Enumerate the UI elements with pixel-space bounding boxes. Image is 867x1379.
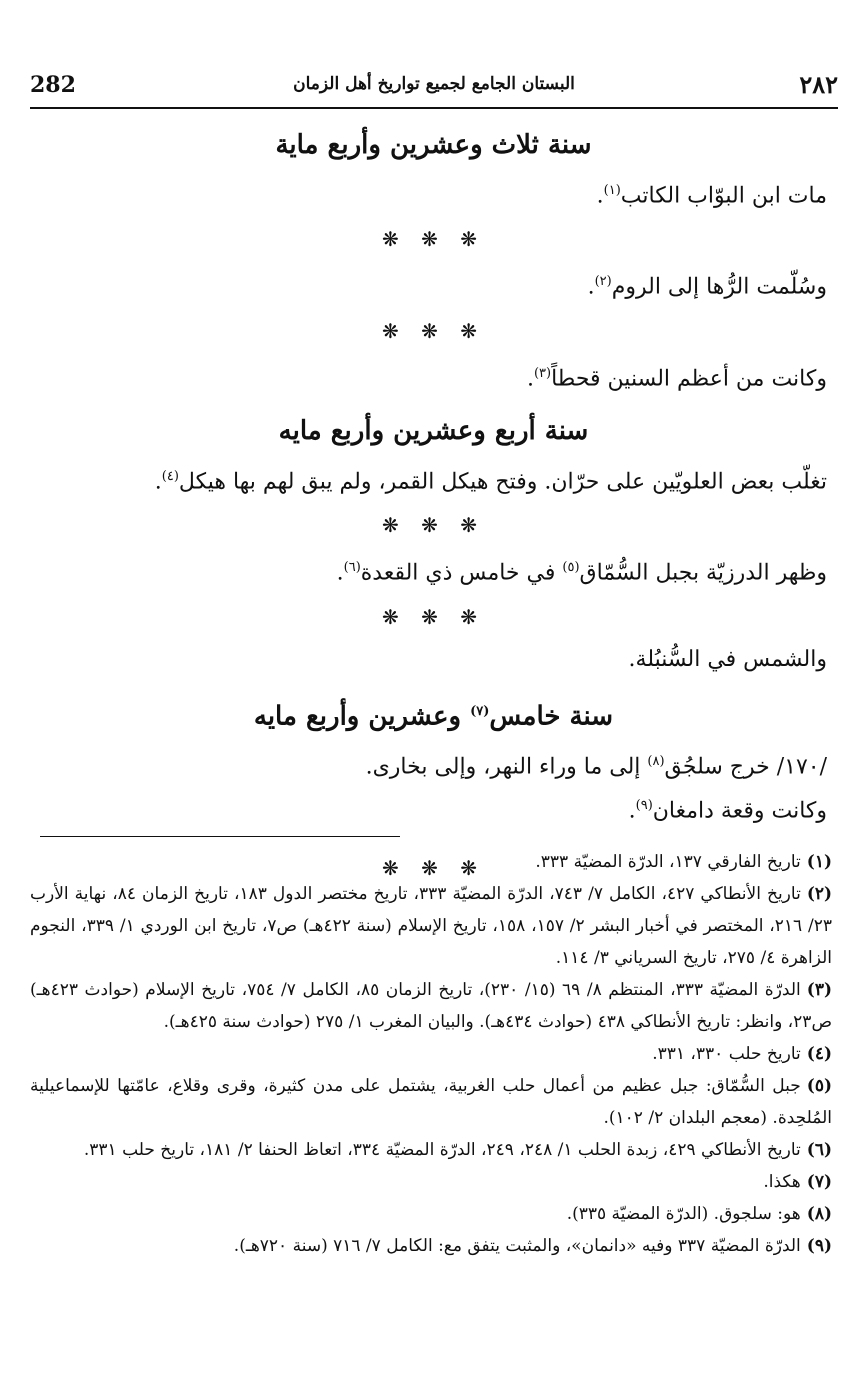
separator-stars: ❋ ❋ ❋ bbox=[382, 855, 485, 880]
footnote-ref: (٩) bbox=[635, 797, 653, 813]
entry-paragraph: وظهر الدرزيّة بجبل السُّمّاق$^{(٥)}$ في خامس ذي القعدة$^{(٦)}$. bbox=[336, 560, 827, 586]
entry-paragraph: /١٧٠/ خرج سلجُق$^{(٨)}$ إلى ما وراء النهر، وإلى بخارى. bbox=[365, 754, 827, 780]
entry-paragraph: تغلّب بعض العلويّين على حرّان. وفتح هيكل القمر، ولم يبق لهم بها هيكل$^{(٤)}$. bbox=[154, 468, 827, 495]
separator-stars: ❋ ❋ ❋ bbox=[382, 318, 485, 343]
entry-paragraph: والشمس في السُّنبُلة. bbox=[628, 646, 827, 672]
footnote: (٦)تاريخ الأنطاكي ٤٢٩، زبدة الحلب ١/ ٢٤٨، ٢٤٩، الدرّة المضيّة ٣٣٤، اتعاظ الحنفا ٢/ ١٨١، تاريخ حلب ٣٣١. bbox=[83, 1140, 832, 1160]
entry-paragraph: مات ابن البوّاب الكاتب$^{(١)}$. bbox=[596, 183, 827, 209]
footnote-ref: (٢) bbox=[594, 274, 612, 290]
separator-stars: ❋ ❋ ❋ bbox=[382, 227, 485, 252]
year-heading-423: سنة ثلاث وعشرين وأربع ماية bbox=[275, 130, 592, 160]
footnote: (٨)هو: سلجوق. (الدرّة المضيّة ٣٣٥). bbox=[566, 1204, 832, 1224]
page-number-arabic: ٢٨٢ bbox=[799, 70, 838, 99]
separator-stars: ❋ ❋ ❋ bbox=[382, 604, 485, 629]
footnotes bbox=[30, 846, 832, 1262]
footnote: (٧)هكذا. bbox=[763, 1172, 832, 1192]
footnote: (٢)تاريخ الأنطاكي ٤٢٧، الكامل ٧/ ٧٤٣، الدرّة المضيّة ٣٣٣، تاريخ مختصر الدول ١٨٣، تاريخ الزمان ٨٤، نهاية الأرب ٢٣/ ٢١٦، المختصر في أخبار البشر ٢/ ١٥٧، ١٥٨، تاريخ الإسلام (سنة ٤٢٢هـ) ص٧، تاريخ ابن الوردي ١/ ٣٣٩، النجوم الزاهرة ٤/ ٢٧٥، تاريخ السرياني ٣/ ١١٤. bbox=[30, 884, 833, 968]
footnote-ref: (٧) bbox=[470, 703, 490, 719]
entry-paragraph: وسُلّمت الرُّها إلى الروم$^{(٢)}$. bbox=[587, 274, 827, 300]
footnote: (٣)الدرّة المضيّة ٣٣٣، المنتظم ٨/ ٦٩ (١٥/ ٢٣٠)، تاريخ الزمان ٨٥، الكامل ٧/ ٧٥٤، تاريخ الإسلام (حوادث ٤٢٣هـ) ص٢٣، وانظر: تاريخ الأنطاكي ٤٣٨ (حوادث ٤٣٤هـ). والبيان المغرب ١/ ٢٧٥ (حوادث سنة ٤٢٥هـ). bbox=[30, 980, 832, 1032]
page-header bbox=[30, 66, 838, 106]
footnote: (٥)جبل السُّمّاق: جبل عظيم من أعمال حلب الغربية، يشتمل على مدن كثيرة، وقرى وقلاع، عامّتها للإسماعيلية المُلحِدة. (معجم البلدان ٢/ ١٠٢). bbox=[30, 1076, 832, 1128]
separator-stars: ❋ ❋ ❋ bbox=[382, 513, 485, 538]
year-heading-424: سنة أربع وعشرين وأربع مايه bbox=[278, 415, 589, 446]
footnote: (١)تاريخ الفارقي ١٣٧، الدرّة المضيّة ٣٣٣. bbox=[535, 852, 832, 872]
footnote-ref: (٣) bbox=[533, 365, 552, 381]
footnote-ref: (٤) bbox=[161, 468, 179, 484]
footnote: (٩)الدرّة المضيّة ٣٣٧ وفيه «دانمان»، والمثبت يتفق مع: الكامل ٧/ ٧١٦ (سنة ٧٢٠هـ). bbox=[233, 1236, 832, 1256]
page-number-latin: 282 bbox=[30, 72, 76, 98]
header-rule bbox=[30, 107, 838, 109]
footnote-ref: (١) bbox=[603, 183, 621, 198]
footnote-ref: (٨) bbox=[647, 754, 665, 770]
footnote-ref: (٥) bbox=[562, 560, 580, 576]
running-title: البستان الجامع لجميع تواريخ أهل الزمان bbox=[293, 74, 575, 94]
footnote: (٤)تاريخ حلب ٣٣٠، ٣٣١. bbox=[652, 1044, 832, 1064]
main-text bbox=[40, 112, 827, 892]
footnote-ref: (٦) bbox=[343, 560, 361, 576]
entry-paragraph: وكانت من أعظم السنين قحطاً$^{(٣)}$. bbox=[526, 365, 827, 391]
year-heading-425: سنة خامس$^{(٧)}$ وعشرين وأربع مايه bbox=[253, 701, 614, 732]
entry-paragraph: وكانت وقعة دامغان$^{(٩)}$. bbox=[628, 797, 827, 823]
footnote-rule bbox=[40, 836, 400, 837]
